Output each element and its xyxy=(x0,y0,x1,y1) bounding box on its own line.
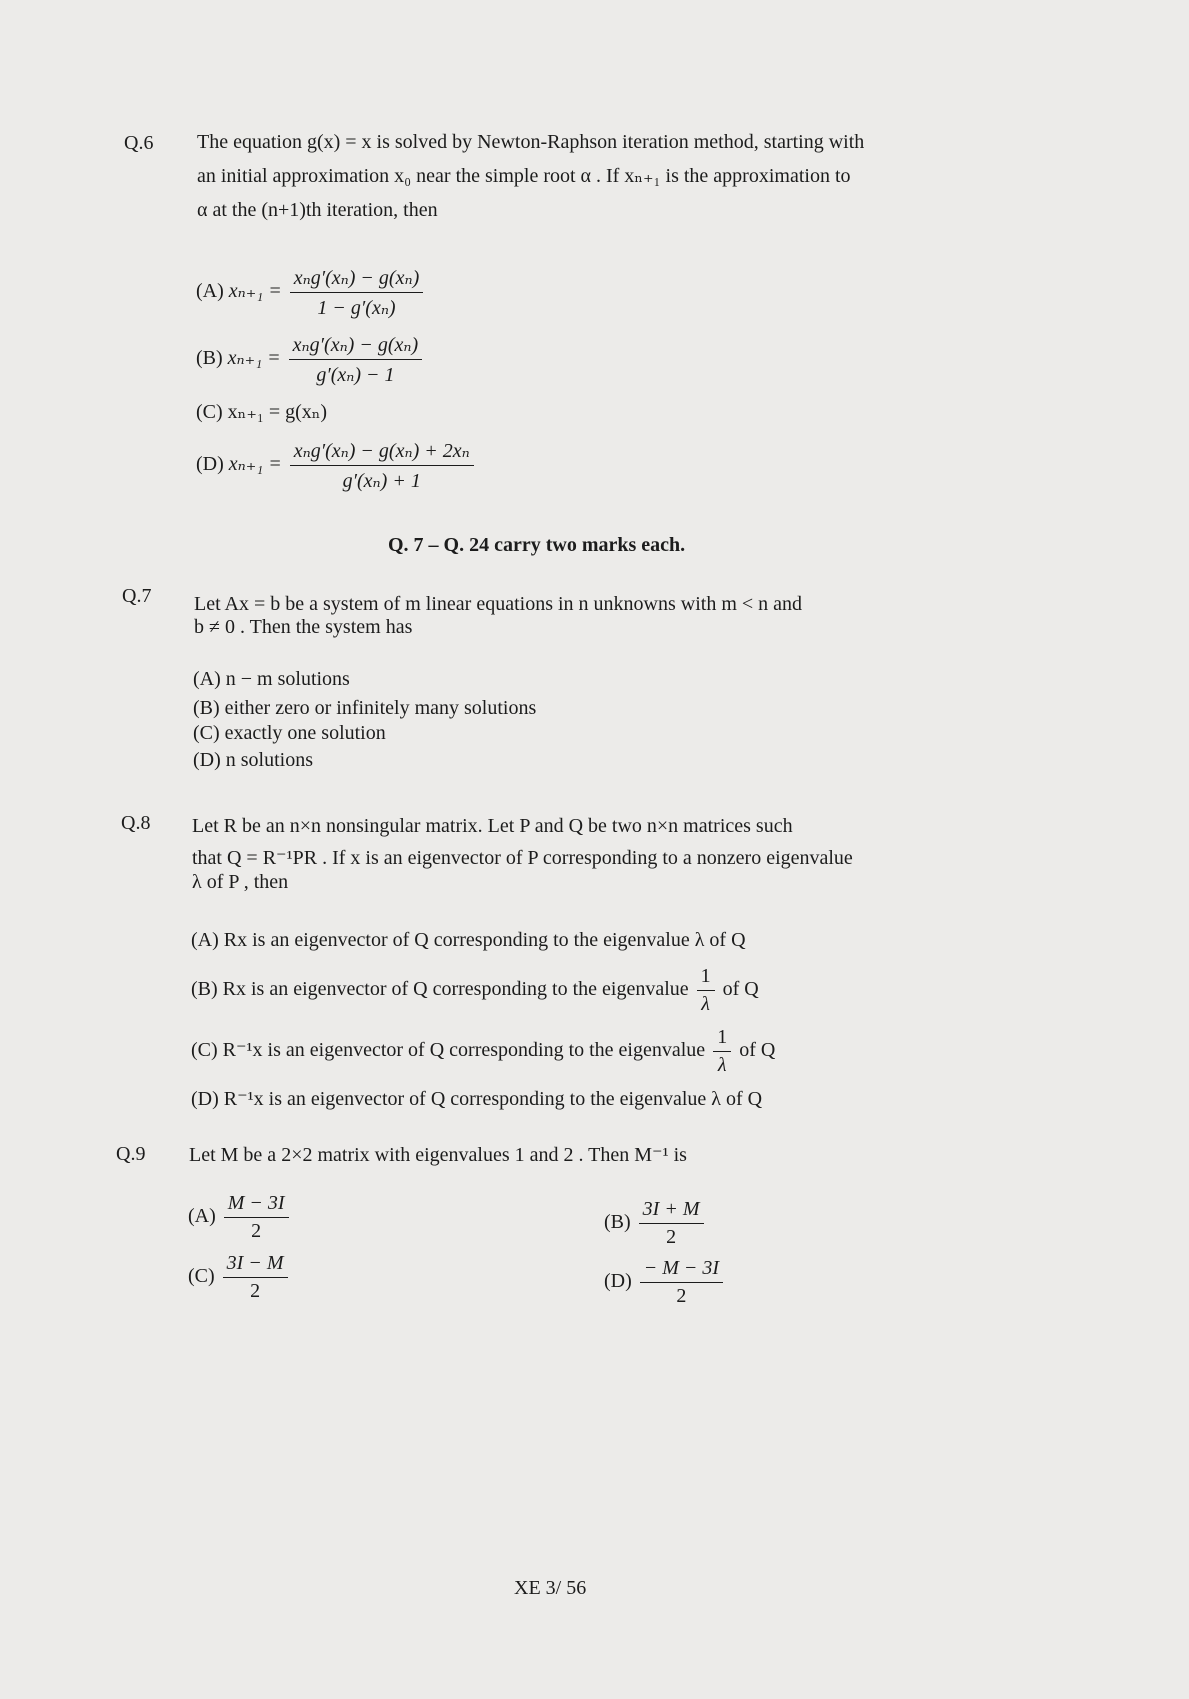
option-d xyxy=(604,1257,726,1308)
numerator: xₙg′(xₙ) − g(xₙ) + 2xₙ xyxy=(290,438,474,466)
question-text-line: b ≠ 0 . Then the system has xyxy=(194,616,413,638)
option-label: (C) xyxy=(188,1265,215,1288)
option-label: (B) xyxy=(604,1211,631,1234)
question-text-line: λ of P , then xyxy=(192,871,289,893)
option-suffix: of Q xyxy=(722,978,759,1001)
numerator: 3I + M xyxy=(639,1198,704,1224)
option-text: (C) R⁻¹x is an eigenvector of Q corresponding to the eigenvalue xyxy=(191,1039,706,1062)
option-label: (D) xyxy=(604,1270,632,1293)
question-text-line: Let M be a 2×2 matrix with eigenvalues 1 and 2 . Then M⁻¹ is xyxy=(189,1144,687,1166)
option-c: (C) xₙ₊₁ = g(xₙ) xyxy=(196,401,328,423)
numerator: 1 xyxy=(713,1026,731,1052)
option-lhs: xₙ₊₁ = xyxy=(227,347,281,370)
numerator: 1 xyxy=(697,965,715,991)
question-text-line: Let R be an n×n nonsingular matrix. Let P and Q be two n×n matrices such xyxy=(192,815,793,837)
question-text-line: α at the (n+1)th iteration, then xyxy=(197,199,438,221)
option-d: (D) n solutions xyxy=(193,749,313,771)
numerator: xₙg′(xₙ) − g(xₙ) xyxy=(290,265,423,293)
numerator: − M − 3I xyxy=(640,1257,723,1283)
denominator: 2 xyxy=(250,1280,261,1302)
fraction xyxy=(697,965,715,1016)
question-number: Q.6 xyxy=(124,132,154,154)
fraction xyxy=(290,438,474,493)
question-number: Q.8 xyxy=(121,812,151,834)
option-a: (A) Rx is an eigenvector of Q corresponding to the eigenvalue λ of Q xyxy=(191,929,746,951)
option-a xyxy=(188,1192,292,1243)
denominator: λ xyxy=(717,1054,727,1076)
fraction xyxy=(640,1257,723,1308)
option-a xyxy=(196,265,426,320)
option-text: (B) Rx is an eigenvector of Q corresponding to the eigenvalue xyxy=(191,978,689,1001)
option-a: (A) n − m solutions xyxy=(193,668,350,690)
question-text-line: Let Ax = b be a system of m linear equations in n unknowns with m < n and xyxy=(194,593,803,615)
fraction xyxy=(224,1192,289,1243)
denominator: 2 xyxy=(666,1226,677,1248)
numerator: 3I − M xyxy=(223,1252,288,1278)
option-label: (D) xyxy=(196,453,224,476)
section-heading: Q. 7 – Q. 24 carry two marks each. xyxy=(388,534,686,556)
option-label: (A) xyxy=(196,280,224,303)
fraction xyxy=(223,1252,288,1303)
denominator: 2 xyxy=(676,1285,687,1307)
fraction xyxy=(289,332,422,387)
question-number: Q.7 xyxy=(122,585,152,607)
fraction xyxy=(713,1026,731,1077)
option-label: (A) xyxy=(188,1205,216,1228)
question-number: Q.9 xyxy=(116,1143,146,1165)
numerator: xₙg′(xₙ) − g(xₙ) xyxy=(289,332,422,360)
numerator: M − 3I xyxy=(224,1192,289,1218)
page-number: XE 3/ 56 xyxy=(514,1577,587,1599)
question-text-line: that Q = R⁻¹PR . If x is an eigenvector of P corresponding to a nonzero eigenvalue xyxy=(192,847,853,869)
option-lhs: xₙ₊₁ = xyxy=(228,280,282,303)
option-lhs: xₙ₊₁ = xyxy=(228,453,282,476)
fraction xyxy=(290,265,423,320)
option-d xyxy=(196,438,477,493)
denominator: g′(xₙ) + 1 xyxy=(342,470,421,492)
option-d: (D) R⁻¹x is an eigenvector of Q corresponding to the eigenvalue λ of Q xyxy=(191,1088,763,1110)
option-b xyxy=(196,332,425,387)
option-label: (B) xyxy=(196,347,223,370)
denominator: 2 xyxy=(251,1220,262,1242)
option-b xyxy=(191,965,759,1016)
option-c: (C) exactly one solution xyxy=(193,722,386,744)
option-b: (B) either zero or infinitely many solutions xyxy=(193,697,537,719)
denominator: 1 − g′(xₙ) xyxy=(317,297,396,319)
denominator: g′(xₙ) − 1 xyxy=(316,364,395,386)
question-text-line: an initial approximation x₀ near the simple root α . If xₙ₊₁ is the approximation to xyxy=(197,165,851,187)
option-c xyxy=(188,1252,291,1303)
denominator: λ xyxy=(701,993,710,1015)
fraction xyxy=(639,1198,704,1249)
question-text-line: The equation g(x) = x is solved by Newton-Raphson iteration method, starting with xyxy=(197,131,865,153)
option-suffix: of Q xyxy=(739,1039,776,1062)
option-c xyxy=(191,1026,775,1077)
option-b xyxy=(604,1198,707,1249)
